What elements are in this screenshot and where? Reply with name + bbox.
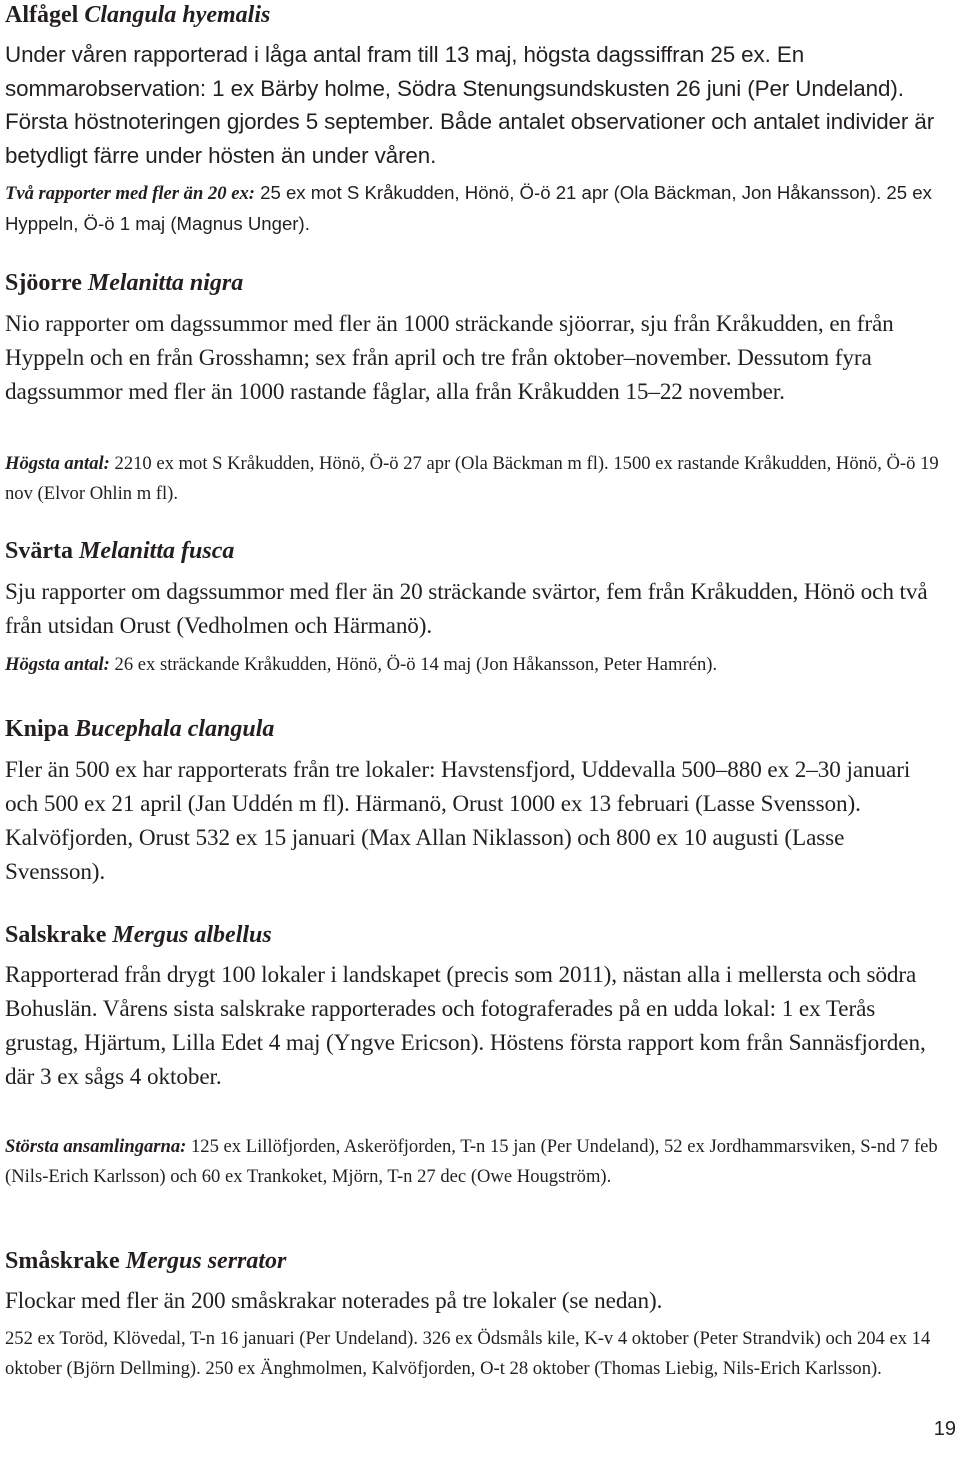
species-latin-name: Melanitta nigra	[87, 270, 244, 296]
species-text: Sju rapporter om dagssummor med fler än 20 sträckande svärtor, fem från Kråkudden, Hönö och två från utsidan Orust (Vedholmen och Härmanö).	[5, 579, 928, 639]
species-latin-name: Mergus albellus	[112, 922, 272, 948]
species-heading	[5, 0, 270, 30]
note-text: 252 ex Toröd, Klövedal, T-n 16 januari (Per Undeland). 326 ex Ödsmåls kile, K-v 4 oktober (Peter Strandvik) och 204 ex 14 oktober (Björn Dellming). 250 ex Änghmolmen, Kalvöfjorden, O-t 28 oktober (Thomas Liebig, Nils-Erich Karlsson).	[5, 1328, 931, 1379]
species-swedish-name: Alfågel	[5, 2, 79, 28]
species-text: Nio rapporter om dagssummor med fler än 1000 sträckande sjöorrar, sju från Kråkudden, en från Hyppeln och en från Grosshamn; sex från april och tre från oktober–november. Dessutom fyra dagssummor med fler än 1000 rastande fåglar, alla från Kråkudden 15–22 november.	[5, 311, 894, 405]
species-swedish-name: Salskrake	[5, 922, 107, 948]
note-text: 26 ex sträckande Kråkudden, Hönö, Ö-ö 14 maj (Jon Håkansson, Peter Hamrén).	[109, 654, 718, 675]
note-label: Högsta antal:	[5, 654, 110, 675]
note-text: 25 ex mot S Kråkudden, Hönö, Ö-ö 21 apr (Ola Bäckman, Jon Håkansson). 25 ex Hyppeln, Ö-ö 1 maj (Magnus Unger).	[5, 182, 932, 234]
species-text: Rapporterad från drygt 100 lokaler i landskapet (precis som 2011), nästan alla i mellersta och södra Bohuslän. Vårens sista salskrake rapporterades och fotograferades på en udda lokal: 1 ex Terås grustag, Hjärtum, Lilla Edet 4 maj (Yngve Ericson). Höstens första rapport kom från Sannäsfjorden, där 3 ex sågs 4 oktober.	[5, 962, 926, 1090]
species-heading	[5, 1246, 286, 1276]
species-text: Flockar med fler än 200 småskrakar noterades på tre lokaler (se nedan).	[5, 1288, 663, 1314]
species-note	[5, 178, 940, 239]
species-note	[5, 1324, 940, 1383]
note-text: 125 ex Lillöfjorden, Askeröfjorden, T-n 15 jan (Per Undeland), 52 ex Jordhammarsviken, S-nd 7 feb (Nils-Erich Karlsson) och 60 ex Trankoket, Mjörn, T-n 27 dec (Owe Hougström).	[5, 1136, 938, 1187]
species-latin-name: Mergus serrator	[125, 1248, 287, 1274]
species-swedish-name: Knipa	[5, 716, 70, 742]
species-heading	[5, 714, 274, 744]
note-label: Största ansamlingarna:	[5, 1136, 187, 1157]
species-swedish-name: Småskrake	[5, 1248, 120, 1274]
species-swedish-name: Svärta	[5, 538, 73, 564]
species-note	[5, 650, 950, 680]
species-heading	[5, 268, 243, 298]
species-text: Fler än 500 ex har rapporterats från tre lokaler: Havstensfjord, Uddevalla 500–880 ex 2–30 januari och 500 ex 21 april (Jan Uddén m fl). Härmanö, Orust 1000 ex 13 februari (Lasse Svensson). Kalvöfjorden, Orust 532 ex 15 januari (Max Allan Niklasson) och 800 ex 10 augusti (Lasse Svensson).	[5, 757, 911, 885]
species-latin-name: Clangula hyemalis	[84, 2, 271, 28]
species-note	[5, 449, 940, 508]
species-latin-name: Bucephala clangula	[75, 716, 275, 742]
note-label: Högsta antal:	[5, 453, 110, 474]
species-swedish-name: Sjöorre	[5, 270, 82, 296]
page-number: 19	[933, 1418, 956, 1440]
note-text: 2210 ex mot S Kråkudden, Hönö, Ö-ö 27 apr (Ola Bäckman m fl). 1500 ex rastande Kråkudden, Hönö, Ö-ö 19 nov (Elvor Ohlin m fl).	[5, 453, 939, 504]
species-heading	[5, 536, 234, 566]
species-note	[5, 1132, 940, 1191]
species-latin-name: Melanitta fusca	[79, 538, 235, 564]
species-text: Under våren rapporterad i låga antal fram till 13 maj, högsta dagssiffran 25 ex. En sommarobservation: 1 ex Bärby holme, Södra Stenungsundskusten 26 juni (Per Undeland). Första höstnoteringen gjordes 5 september. Både antalet observationer och antalet individer är betydligt färre under hösten än under våren.	[5, 42, 935, 168]
note-label: Två rapporter med fler än 20 ex:	[5, 183, 255, 204]
species-heading	[5, 920, 272, 950]
